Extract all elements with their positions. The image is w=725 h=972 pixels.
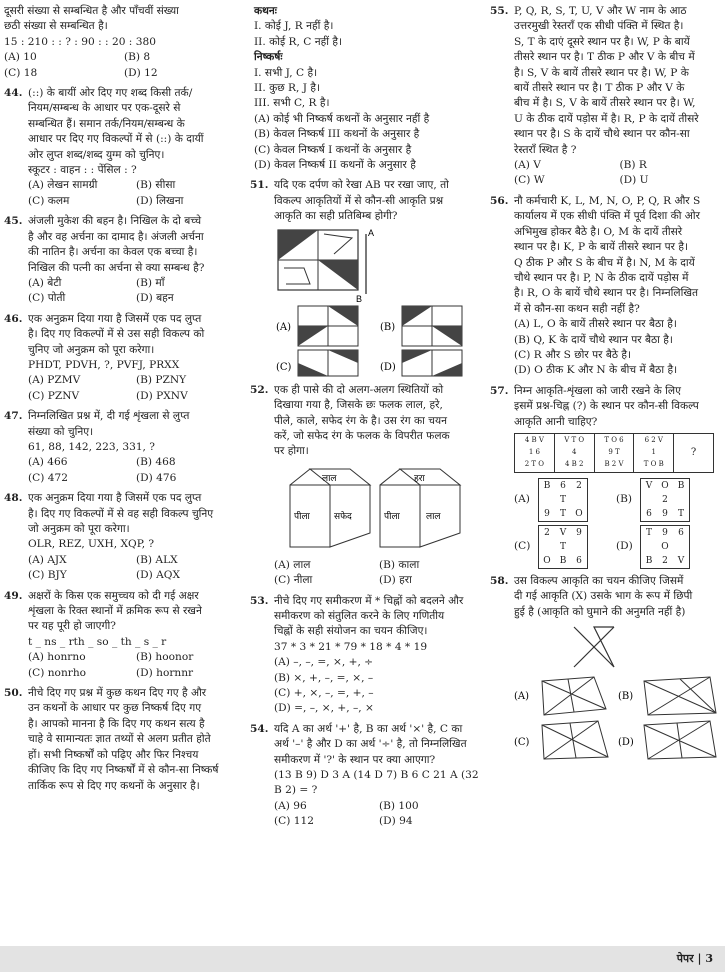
- question-50-continued: [250, 4, 480, 173]
- question-53: [250, 594, 480, 717]
- option-b[interactable]: (B) 100: [379, 799, 419, 812]
- option-a[interactable]: (A) –, –, =, ×, +, ÷: [274, 656, 374, 669]
- option-b[interactable]: (B) 468: [136, 456, 176, 469]
- text-line: Q ठीक P और S के बीच में है। N, M के दायें: [514, 256, 695, 269]
- dice-2: [380, 469, 460, 547]
- figure-x: [574, 627, 614, 667]
- option-a[interactable]: (A): [276, 321, 292, 333]
- question-47: [4, 409, 240, 486]
- option-d[interactable]: (D) PXNV: [136, 389, 188, 402]
- option-a[interactable]: (A) PZMV: [28, 374, 81, 387]
- option-d[interactable]: (D) =, –, ×, +, –, ×: [274, 702, 374, 715]
- option-a[interactable]: (A) 466: [28, 456, 68, 469]
- text-line: पीले, काले, सफेद रंग के है। उस रंग का चयन: [274, 414, 447, 427]
- option-c[interactable]: (C) नीला: [274, 574, 313, 587]
- text-line: स्थान पर है। K, P के बायें तीसरे स्थान पर है।: [514, 241, 689, 254]
- option-b[interactable]: (B) काला: [379, 558, 420, 571]
- statement: II. कोई R, C नहीं है।: [254, 35, 342, 48]
- option-row-cd: [514, 525, 721, 569]
- question-50: [4, 686, 240, 794]
- text-line: स्कूटर : वाहन : : पेंसिल : ?: [28, 164, 137, 177]
- text-line: U के ठीक दायें पड़ोस में है। R, P के दायें तीसरे: [514, 112, 699, 125]
- question-number: 45.: [4, 215, 23, 228]
- text-line: जो अनुक्रम को पूरा करेगा।: [28, 523, 130, 535]
- text-line: OLR, REZ, UXH, XQP, ?: [28, 538, 155, 551]
- text-line: तीसरे स्थान पर है। T ठीक P और V के बीच में: [514, 51, 695, 64]
- option-d[interactable]: (D) hornnr: [136, 666, 194, 679]
- dice-figure: [274, 463, 474, 555]
- text-line: नियम/सम्बन्ध के आधार पर एक-दूसरे से: [28, 102, 181, 115]
- option-c-figure[interactable]: 2 V 9 T O B 6: [538, 525, 588, 569]
- text-line: छठी संख्या से सम्बन्धित है।: [4, 20, 108, 33]
- text-line: आधार पर दिए गए विकल्पों में से (::) के दायीं: [28, 133, 204, 146]
- text-line: अक्षरों के किस एक समुच्चय को दी गई अक्षर: [28, 589, 199, 602]
- option-c[interactable]: (C) nonrho: [28, 666, 87, 679]
- option-d[interactable]: (D) 476: [136, 471, 177, 484]
- series-figure-2: V T O 4 4 B 2: [555, 434, 595, 472]
- text-line: करें, जो सफेद रंग के फलक के विपरीत फलक: [274, 429, 450, 442]
- text-line: (13 B 9) D 3 A (14 D 7) B 6 C 21 A (32: [274, 769, 479, 781]
- text-line: चौथे स्थान पर है। P, N के ठीक दायें पड़ोस में: [514, 271, 689, 284]
- text-line: दूसरी संख्या से सम्बन्धित है और पाँचवीं संख्या: [4, 5, 179, 17]
- question-43-continued: [4, 4, 240, 81]
- option-b[interactable]: (B) hoonor: [136, 651, 194, 664]
- text-line: रेस्तराँ स्थित है ?: [514, 143, 577, 156]
- option-b[interactable]: (B): [618, 691, 634, 703]
- text-line: उत्तरमुखी रेस्तराँ एक सीधी पंक्ति में स्थित है।: [514, 20, 684, 33]
- option-d[interactable]: (D): [616, 540, 633, 553]
- option-a[interactable]: (A) कोई भी निष्कर्ष कथनों के अनुसार नहीं है: [254, 112, 430, 125]
- hidden-figure-set: [514, 623, 721, 763]
- option-a-figure[interactable]: [542, 677, 606, 715]
- text-line: S, T के दाएं दूसरे स्थान पर है। W, P के बायें: [514, 35, 690, 48]
- option-c-figure[interactable]: [298, 350, 358, 376]
- option-b[interactable]: (B) 8: [124, 51, 151, 64]
- option-a[interactable]: (A) honrno: [28, 651, 86, 664]
- question-number: 50.: [4, 687, 23, 700]
- statement: I. कोई J, R नहीं है।: [254, 20, 334, 33]
- option-d[interactable]: (D) AQX: [136, 569, 181, 582]
- option-b[interactable]: (B) माँ: [136, 276, 165, 289]
- question-56: [490, 194, 721, 379]
- question-figure: [278, 230, 358, 290]
- option-row-ab: [514, 478, 721, 522]
- question-57: [490, 384, 721, 569]
- option-a[interactable]: (A) बेटी: [28, 276, 62, 289]
- option-c[interactable]: (C) 18: [4, 66, 38, 79]
- option-b[interactable]: (B) केवल निष्कर्ष III कथनों के अनुसार है: [254, 128, 420, 141]
- option-b[interactable]: (B): [380, 321, 396, 333]
- question-number: 52.: [250, 383, 269, 396]
- dice-2-top: हरा: [414, 473, 425, 484]
- text-line: t _ ns _ rth _ so _ th _ s _ r: [28, 635, 167, 648]
- option-a[interactable]: (A) V: [514, 159, 541, 172]
- series-figure-1: 4 B V 1 6 2 T O: [515, 434, 555, 472]
- text-line: चिह्नों के सही संयोजन का चयन कीजिए।: [274, 625, 428, 638]
- text-line: नीचे दिए गए प्रश्न में कुछ कथन दिए गए है और: [28, 687, 207, 700]
- question-number: 54.: [250, 722, 269, 735]
- text-line: निम्नलिखित प्रश्न में, दी गई शृंखला से लुप्त: [28, 410, 190, 423]
- text-line: कार्यालय में एक सीधी पंक्ति में पूर्व दिशा की ओर: [514, 210, 700, 223]
- text-line: चुनिए जो अनुक्रम को पूरा करेगा।: [28, 343, 155, 356]
- text-line: है। दिए गए विकल्पों में से उस सही विकल्प को: [28, 328, 205, 341]
- option-a[interactable]: (A) AJX: [28, 553, 67, 566]
- text-line: समीकरण को संतुलित करने के लिए गणितीय: [274, 609, 445, 622]
- option-a[interactable]: (A) लेखन सामग्री: [28, 179, 98, 192]
- option-b-figure[interactable]: [644, 677, 716, 715]
- question-number: 56.: [490, 194, 509, 207]
- text-line: बायें तीसरे स्थान पर है। T ठीक P और V के: [514, 82, 685, 95]
- text-line: है और वह अर्चना का दामाद है। अंजली अर्चना: [28, 230, 204, 243]
- text-line: दिखाया गया है, जिसके छः फलक लाल, हरे,: [274, 399, 443, 412]
- text-line: संख्या को चुनिए।: [28, 425, 94, 438]
- text-line: यदि एक दर्पण को रेखा AB पर रखा जाए, तो: [274, 179, 449, 192]
- text-line: एक अनुक्रम दिया गया है जिसमें एक पद लुप्त: [28, 312, 202, 325]
- option-c[interactable]: (C) कलम: [28, 194, 70, 207]
- dice-1-left: पीला: [294, 511, 310, 522]
- page-footer: [0, 946, 725, 972]
- text-line: चाहे वे सामान्यतः ज्ञात तथ्यों से अलग प्रतीत होते: [28, 733, 211, 746]
- text-line: अर्थ '–' है और D का अर्थ '÷' है, तो निम्नलिखित: [274, 738, 467, 751]
- figure-series: [514, 433, 714, 473]
- question-number: 49.: [4, 589, 23, 602]
- option-c[interactable]: (C) 472: [28, 471, 68, 484]
- text-line: विकल्प आकृतियों में से कौन-सी आकृति प्रश्न: [274, 194, 444, 207]
- question-number: 47.: [4, 410, 23, 423]
- conclusions-label: निष्कर्षः: [254, 51, 283, 64]
- text-line: तार्किक रूप से दिए गए कथनों के अनुसार है।: [28, 779, 200, 792]
- dice-1-top: लाल: [322, 473, 337, 484]
- option-d[interactable]: (D) केवल निष्कर्ष II कथनों के अनुसार है: [254, 159, 416, 172]
- option-a[interactable]: (A): [514, 691, 530, 703]
- text-line: बीच में है। S, V के बायें तीसरे स्थान पर है। W,: [514, 97, 696, 110]
- series-figure-4: 6 2 V 1 T O B: [634, 434, 674, 472]
- option-c[interactable]: (C) PZNV: [28, 389, 80, 402]
- option-b[interactable]: (B) ALX: [136, 553, 178, 566]
- question-44: [4, 86, 240, 209]
- option-c[interactable]: (C) BJY: [28, 569, 67, 582]
- text-line: एक ही पासे की दो अलग-अलग स्थितियों को: [274, 383, 444, 396]
- text-line: है। S, V के बायें तीसरे स्थान पर है। W, P के: [514, 66, 689, 79]
- question-55: [490, 4, 721, 189]
- option-c[interactable]: (C) R और S छोर पर बैठे है।: [514, 348, 632, 361]
- question-number: 48.: [4, 492, 23, 505]
- option-b-figure[interactable]: [402, 306, 462, 346]
- text-line: अंजली मुकेश की बहन है। निखिल के दो बच्चे: [28, 215, 202, 228]
- question-58: [490, 574, 721, 763]
- option-c[interactable]: (C) W: [514, 174, 545, 187]
- option-c-figure[interactable]: [542, 721, 608, 759]
- series-figure-missing: ?: [690, 446, 697, 458]
- question-number: 57.: [490, 384, 509, 397]
- option-d-figure[interactable]: T 9 6 O B 2 V: [640, 525, 690, 569]
- option-d[interactable]: (D) 94: [379, 815, 413, 828]
- text-line: समीकरण में '?' के स्थान पर क्या आएगा?: [274, 753, 436, 766]
- question-51: [250, 178, 480, 377]
- question-number: 53.: [250, 594, 269, 607]
- text-line: दी गई आकृति (X) उसके भाग के रूप में छिपी: [514, 590, 693, 603]
- text-line: (::) के बायीं ओर दिए गए शब्द किसी तर्क/: [28, 87, 193, 100]
- text-line: नीचे दिए गए समीकरण में * चिह्नों को बदलने और: [274, 594, 464, 607]
- conclusion: II. कुछ R, J है।: [254, 82, 320, 95]
- text-line: 61, 88, 142, 223, 331, ?: [28, 440, 155, 453]
- text-line: की नातिन है। अर्चना का केवल एक बच्चा है।: [28, 246, 198, 259]
- option-b[interactable]: (B) PZNY: [136, 374, 187, 387]
- option-d-figure[interactable]: [402, 350, 462, 376]
- question-48: [4, 491, 240, 583]
- text-line: है। दिए गए विकल्पों में से वह सही विकल्प चुनिए: [28, 507, 214, 520]
- option-a[interactable]: (A) L, O के बायें तीसरे स्थान पर बैठा है।: [514, 318, 677, 331]
- question-54: [250, 722, 480, 830]
- text-line: P, Q, R, S, T, U, V और W नाम के आठ: [514, 5, 687, 17]
- option-a[interactable]: (A): [514, 493, 530, 506]
- option-b[interactable]: (B) R: [619, 159, 647, 172]
- dice-1: [290, 469, 370, 547]
- option-b[interactable]: (B): [616, 493, 633, 506]
- text-line: पर होगा।: [274, 445, 309, 458]
- text-line: निम्न आकृति-शृंखला को जारी रखने के लिए: [514, 384, 681, 397]
- option-c[interactable]: (C) पोती: [28, 292, 66, 305]
- option-c[interactable]: (C) +, ×, –, =, +, –: [274, 686, 374, 699]
- option-d[interactable]: (D) बहन: [136, 292, 174, 305]
- text-line: यदि A का अर्थ '+' है, B का अर्थ '×' है, C का: [274, 722, 463, 735]
- text-line: सम्बन्धित हैं। समान तर्क/नियम/सम्बन्ध के: [28, 117, 185, 130]
- option-c[interactable]: (C): [276, 361, 292, 373]
- option-c[interactable]: (C) 112: [274, 815, 314, 828]
- column-1: [4, 4, 240, 799]
- option-d[interactable]: (D): [618, 737, 634, 749]
- text-line: है। R, O के बायें चौथे स्थान पर है। निम्नलिखित: [514, 287, 699, 300]
- conclusion: I. सभी J, C है।: [254, 66, 318, 79]
- text-line: में से कौन-सा कथन सही नहीं है?: [514, 302, 640, 315]
- column-3: [490, 4, 721, 768]
- text-line: एक अनुक्रम दिया गया है जिसमें एक पद लुप्त: [28, 492, 202, 505]
- text-line: ओर लुप्त शब्द/शब्द युग्म को चुनिए।: [28, 148, 165, 161]
- question-number: 55.: [490, 5, 509, 17]
- text-line: हों। सभी निष्कर्षों को पढ़िए और फिर निश्चय: [28, 748, 199, 761]
- text-line: पर यह पूरी हो जाएगी?: [28, 620, 116, 633]
- option-c[interactable]: (C): [514, 540, 531, 553]
- text-line: आकृति आनी चाहिए?: [514, 415, 598, 428]
- series-figure-3: T O 6 9 T B 2 V: [595, 434, 635, 472]
- text-line: नौ कर्मचारी K, L, M, N, O, P, Q, R और S: [514, 194, 701, 207]
- dice-2-left: पीला: [384, 511, 400, 522]
- option-d[interactable]: (D) हरा: [379, 574, 412, 587]
- option-c[interactable]: (C) केवल निष्कर्ष I कथनों के अनुसार है: [254, 143, 412, 156]
- option-a[interactable]: (A) 96: [274, 799, 307, 812]
- column-2: [250, 4, 480, 835]
- question-46: [4, 312, 240, 404]
- question-number: 44.: [4, 87, 23, 100]
- text-line: शृंखला के रिक्त स्थानों में क्रमिक रूप से रखने: [28, 605, 202, 618]
- option-d-figure[interactable]: [644, 721, 716, 759]
- option-b-figure[interactable]: V O B 2 6 9 T: [640, 478, 690, 522]
- dice-2-right: लाल: [426, 511, 441, 522]
- mirror-figure: [274, 228, 474, 378]
- option-b[interactable]: (B) Q, K के दायें चौथे स्थान पर बैठा है।: [514, 333, 673, 346]
- option-a-figure[interactable]: [298, 306, 358, 346]
- question-49: [4, 589, 240, 681]
- question-52: [250, 383, 480, 589]
- option-d[interactable]: (D) O ठीक K और N के बीच में बैठा है।: [514, 364, 678, 377]
- text-line: PHDT, PDVH, ?, PVFJ, PRXX: [28, 358, 180, 371]
- conclusion: III. सभी C, R है।: [254, 97, 330, 110]
- option-b[interactable]: (B) सीसा: [136, 179, 176, 192]
- text-line: 15 : 210 : : ? : 90 : : 20 : 380: [4, 35, 156, 48]
- text-line: है। आपको मानना है कि दिए गए कथन सत्य है: [28, 717, 205, 730]
- text-line: उस विकल्प आकृति का चयन कीजिए जिसमें: [514, 574, 684, 587]
- option-a[interactable]: (A) 10: [4, 51, 37, 64]
- statements-label: कथनः: [254, 5, 277, 17]
- question-number: 58.: [490, 574, 509, 587]
- question-number: 51.: [250, 179, 269, 192]
- option-a[interactable]: (A) लाल: [274, 558, 311, 571]
- mirror-label-a: A: [368, 227, 375, 238]
- text-line: इसमें प्रश्न-चिह्न (?) के स्थान पर कौन-सी विकल्प: [514, 400, 699, 413]
- option-d[interactable]: (D) 12: [124, 66, 158, 79]
- option-a-figure[interactable]: B 6 2 T 9 T O: [538, 478, 588, 522]
- text-line: निखिल की पत्नी का अर्चना से क्या सम्बन्ध है?: [28, 261, 205, 274]
- option-d[interactable]: (D): [380, 361, 396, 373]
- option-b[interactable]: (B) ×, +, –, =, ×, –: [274, 671, 374, 684]
- text-line: अभिमुख होकर बैठे है। O, M के दायें तीसरे: [514, 225, 683, 238]
- question-number: 46.: [4, 312, 23, 325]
- text-line: B 2) = ?: [274, 784, 318, 797]
- option-d[interactable]: (D) लिखना: [136, 194, 184, 207]
- text-line: स्थान पर है। S के दायें चौथे स्थान पर कौन-सा: [514, 128, 690, 141]
- text-line: कीजिए कि दिए गए निष्कर्षों में से कौन-सा निष्कर्ष: [28, 764, 219, 777]
- text-line: आकृति का सही प्रतिबिम्ब होगी?: [274, 210, 398, 223]
- text-line: उन कथनों के आधार पर कुछ निष्कर्ष दिए गए: [28, 702, 202, 715]
- page-number: पेपर | 3: [676, 952, 713, 965]
- option-d[interactable]: (D) U: [619, 174, 649, 187]
- option-c[interactable]: (C): [514, 737, 530, 749]
- question-45: [4, 214, 240, 306]
- text-line: 37 * 3 * 21 * 79 * 18 * 4 * 19: [274, 640, 428, 653]
- text-line: हुई है (आकृति को घुमाने की अनुमति नहीं है): [514, 605, 686, 618]
- dice-1-right: सफेद: [334, 511, 352, 522]
- mirror-label-b: B: [356, 293, 363, 304]
